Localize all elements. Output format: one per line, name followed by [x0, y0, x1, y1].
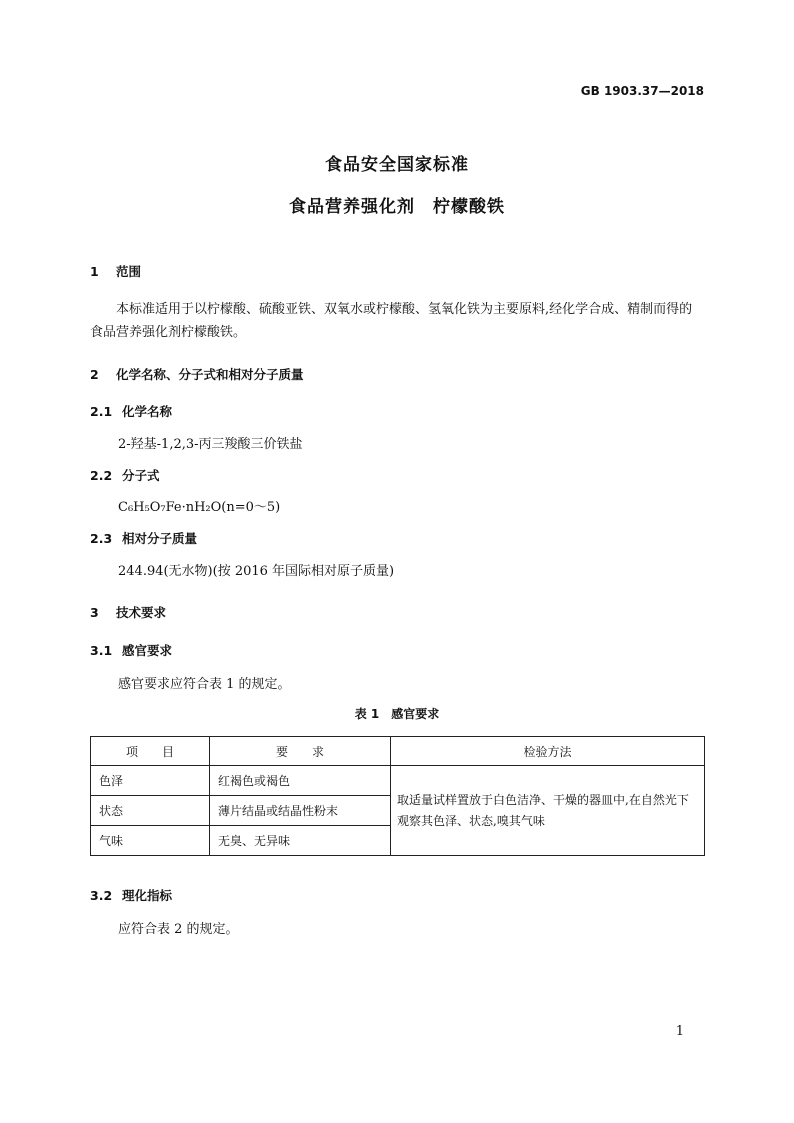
section-title: 感官要求: [122, 643, 173, 658]
molecular-formula: C₆H₅O₇Fe·nH₂O(n=0～5): [118, 500, 281, 515]
column-header-method: 检验方法: [391, 737, 705, 766]
section-title: 技术要求: [116, 605, 167, 620]
section-3-2-body: 应符合表 2 的规定。: [118, 922, 239, 937]
section-2-1-heading: [90, 402, 172, 420]
item-cell: 状态: [91, 796, 210, 826]
chemical-name: 2-羟基-1,2,3-丙三羧酸三价铁盐: [118, 437, 303, 452]
document-subtitle: 食品营养强化剂 柠檬酸铁: [289, 197, 505, 217]
section-number: 2.3: [90, 531, 113, 546]
sensory-requirements-table: [90, 736, 705, 856]
section-3-1-heading: [90, 641, 172, 659]
method-cell: 取适量试样置放于白色洁净、干燥的器皿中,在自然光下观察其色泽、状态,嗅其气味: [391, 766, 705, 856]
table-1-caption: 表 1 感官要求: [354, 707, 440, 721]
section-2-heading: [90, 365, 304, 383]
table-header-row: [91, 737, 705, 766]
section-3-2-heading: [90, 886, 172, 904]
item-cell: 气味: [91, 826, 210, 856]
requirement-cell: 薄片结晶或结晶性粉末: [210, 796, 391, 826]
section-number: 2.2: [90, 468, 113, 483]
table-row: [91, 766, 705, 796]
column-header-requirement: 要 求: [210, 737, 391, 766]
section-title: 分子式: [122, 468, 160, 483]
item-cell: 色泽: [91, 766, 210, 796]
section-title: 理化指标: [122, 888, 173, 903]
column-header-item: 项 目: [91, 737, 210, 766]
section-title: 化学名称: [122, 404, 173, 419]
section-number: 3: [90, 605, 99, 620]
molecular-mass: 244.94(无水物)(按 2016 年国际相对原子质量): [118, 564, 395, 579]
standard-number: GB 1903.37—2018: [580, 84, 704, 98]
section-number: 3.1: [90, 643, 113, 658]
document-title: 食品安全国家标准: [325, 155, 469, 175]
section-3-heading: [90, 603, 166, 621]
section-number: 2.1: [90, 404, 113, 419]
section-1-heading: [90, 262, 141, 280]
section-number: 1: [90, 264, 99, 279]
section-title: 范围: [116, 264, 142, 279]
section-title: 相对分子质量: [122, 531, 198, 546]
page-number: 1: [675, 1024, 684, 1039]
section-1-body: 本标准适用于以柠檬酸、硫酸亚铁、双氧水或柠檬酸、氢氧化铁为主要原料,经化学合成、精制而得的食品营养强化剂柠檬酸铁。: [90, 302, 693, 340]
section-2-2-heading: [90, 466, 160, 484]
section-title: 化学名称、分子式和相对分子质量: [116, 367, 304, 382]
section-2-3-heading: [90, 529, 197, 547]
requirement-cell: 无臭、无异味: [210, 826, 391, 856]
section-number: 3.2: [90, 888, 113, 903]
section-3-1-body: 感官要求应符合表 1 的规定。: [118, 677, 291, 692]
section-number: 2: [90, 367, 99, 382]
requirement-cell: 红褐色或褐色: [210, 766, 391, 796]
